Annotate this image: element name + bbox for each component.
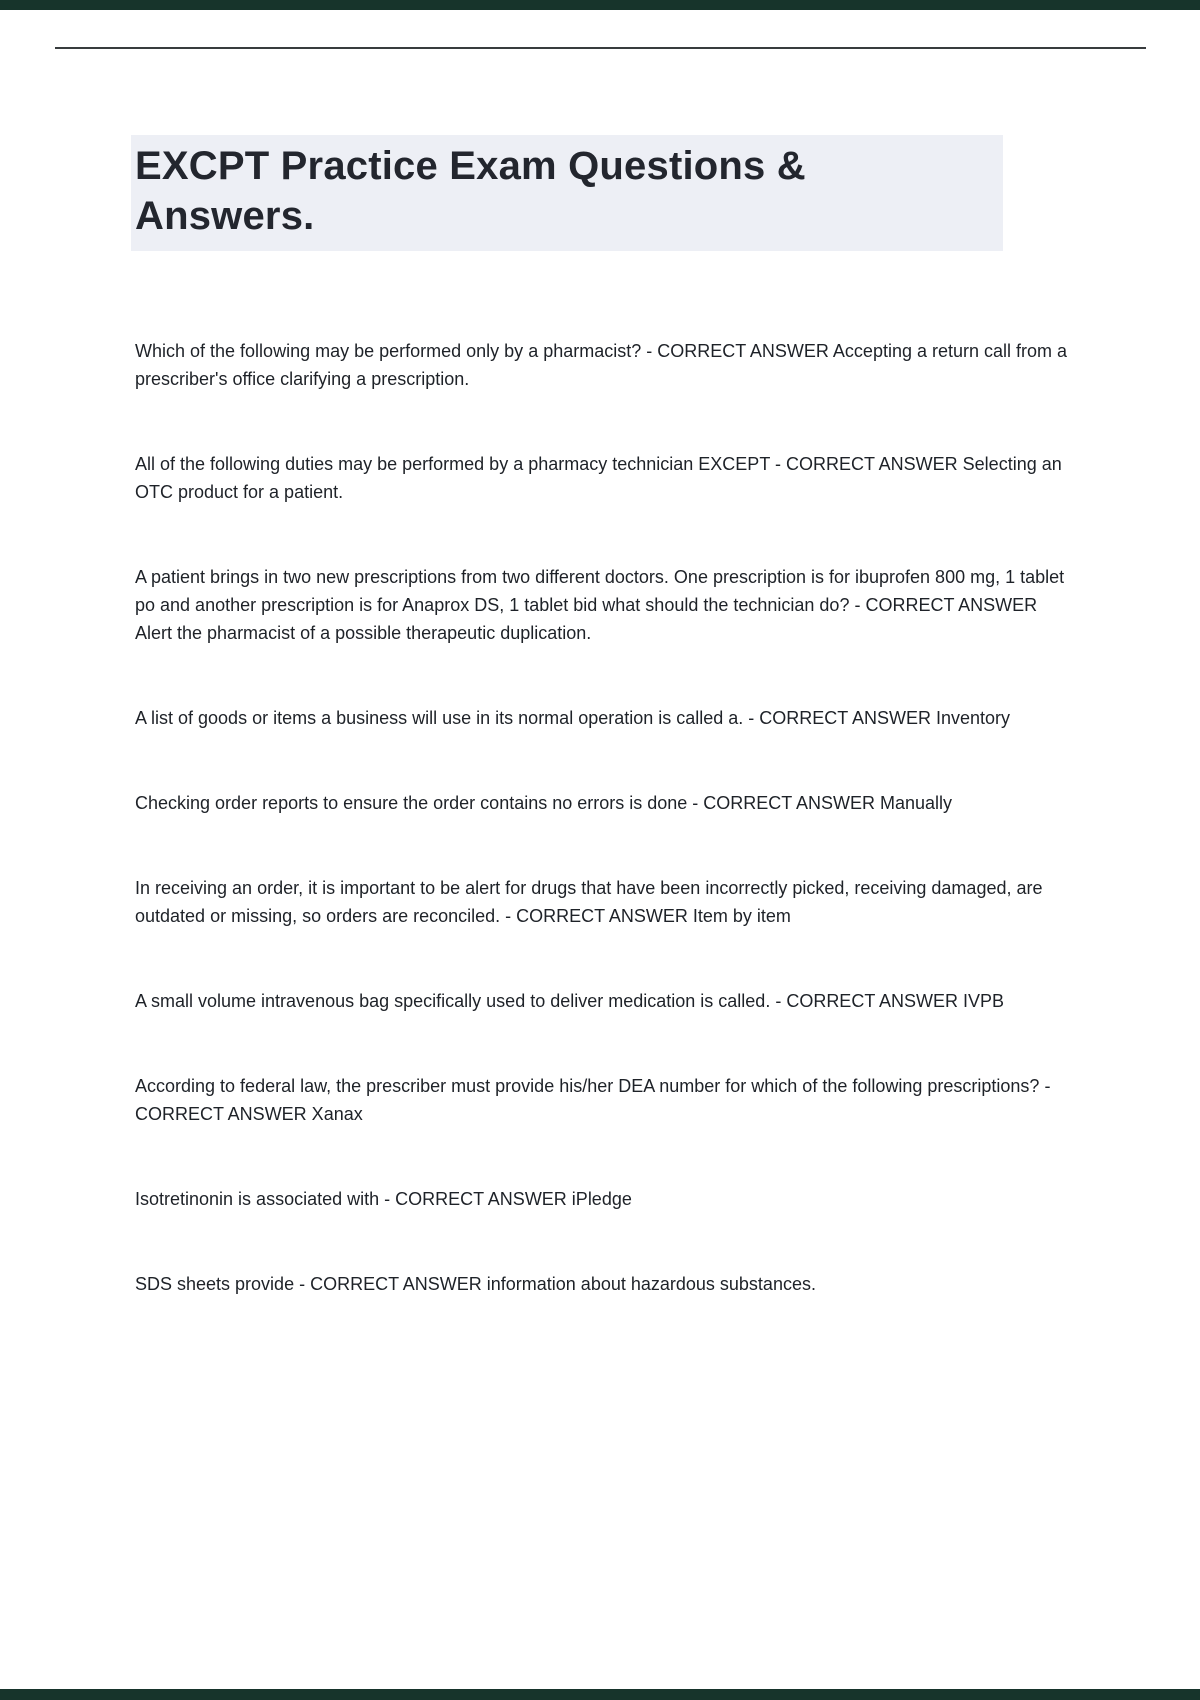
page-title	[131, 135, 1003, 251]
qa-paragraph: According to federal law, the prescriber must provide his/her DEA number for which of the following prescriptions? - CORRECT ANSWER Xanax	[135, 1076, 1051, 1124]
qa-paragraph: SDS sheets provide - CORRECT ANSWER information about hazardous substances.	[135, 1274, 816, 1294]
qa-paragraph: A list of goods or items a business will use in its normal operation is called a. - CORRECT ANSWER Inventory	[135, 708, 1011, 728]
header-rule	[55, 47, 1146, 49]
bottom-edge-bar	[0, 1689, 1200, 1700]
qa-paragraph: Isotretinonin is associated with - CORRECT ANSWER iPledge	[135, 1189, 632, 1209]
page-title-line-2: Answers.	[135, 194, 315, 238]
qa-paragraph: Which of the following may be performed only by a pharmacist? - CORRECT ANSWER Accepting a return call from a prescriber's office clarifying a prescription.	[135, 341, 1068, 389]
qa-paragraph: Checking order reports to ensure the order contains no errors is done - CORRECT ANSWER Manually	[135, 793, 953, 813]
page-title-line-1: EXCPT Practice Exam Questions &	[135, 144, 806, 188]
qa-paragraph: In receiving an order, it is important to be alert for drugs that have been incorrectly picked, receiving damaged, are outdated or missing, so orders are reconciled. - CORRECT ANSWER Item by item	[135, 878, 1043, 926]
page-content	[135, 135, 1070, 1355]
qa-paragraph: A patient brings in two new prescriptions from two different doctors. One prescription is for ibuprofen 800 mg, 1 tablet po and another prescription is for Anaprox DS, 1 tablet bid what should the technician do? - CORRECT ANSWER Alert the pharmacist of a possible therapeutic duplication.	[135, 567, 1065, 643]
qa-paragraph: A small volume intravenous bag specifically used to deliver medication is called. - CORRECT ANSWER IVPB	[135, 991, 1005, 1011]
top-edge-bar	[0, 0, 1200, 10]
qa-paragraph: All of the following duties may be performed by a pharmacy technician EXCEPT - CORRECT ANSWER Selecting an OTC product for a patient.	[135, 454, 1062, 502]
qa-list	[135, 337, 1070, 1298]
